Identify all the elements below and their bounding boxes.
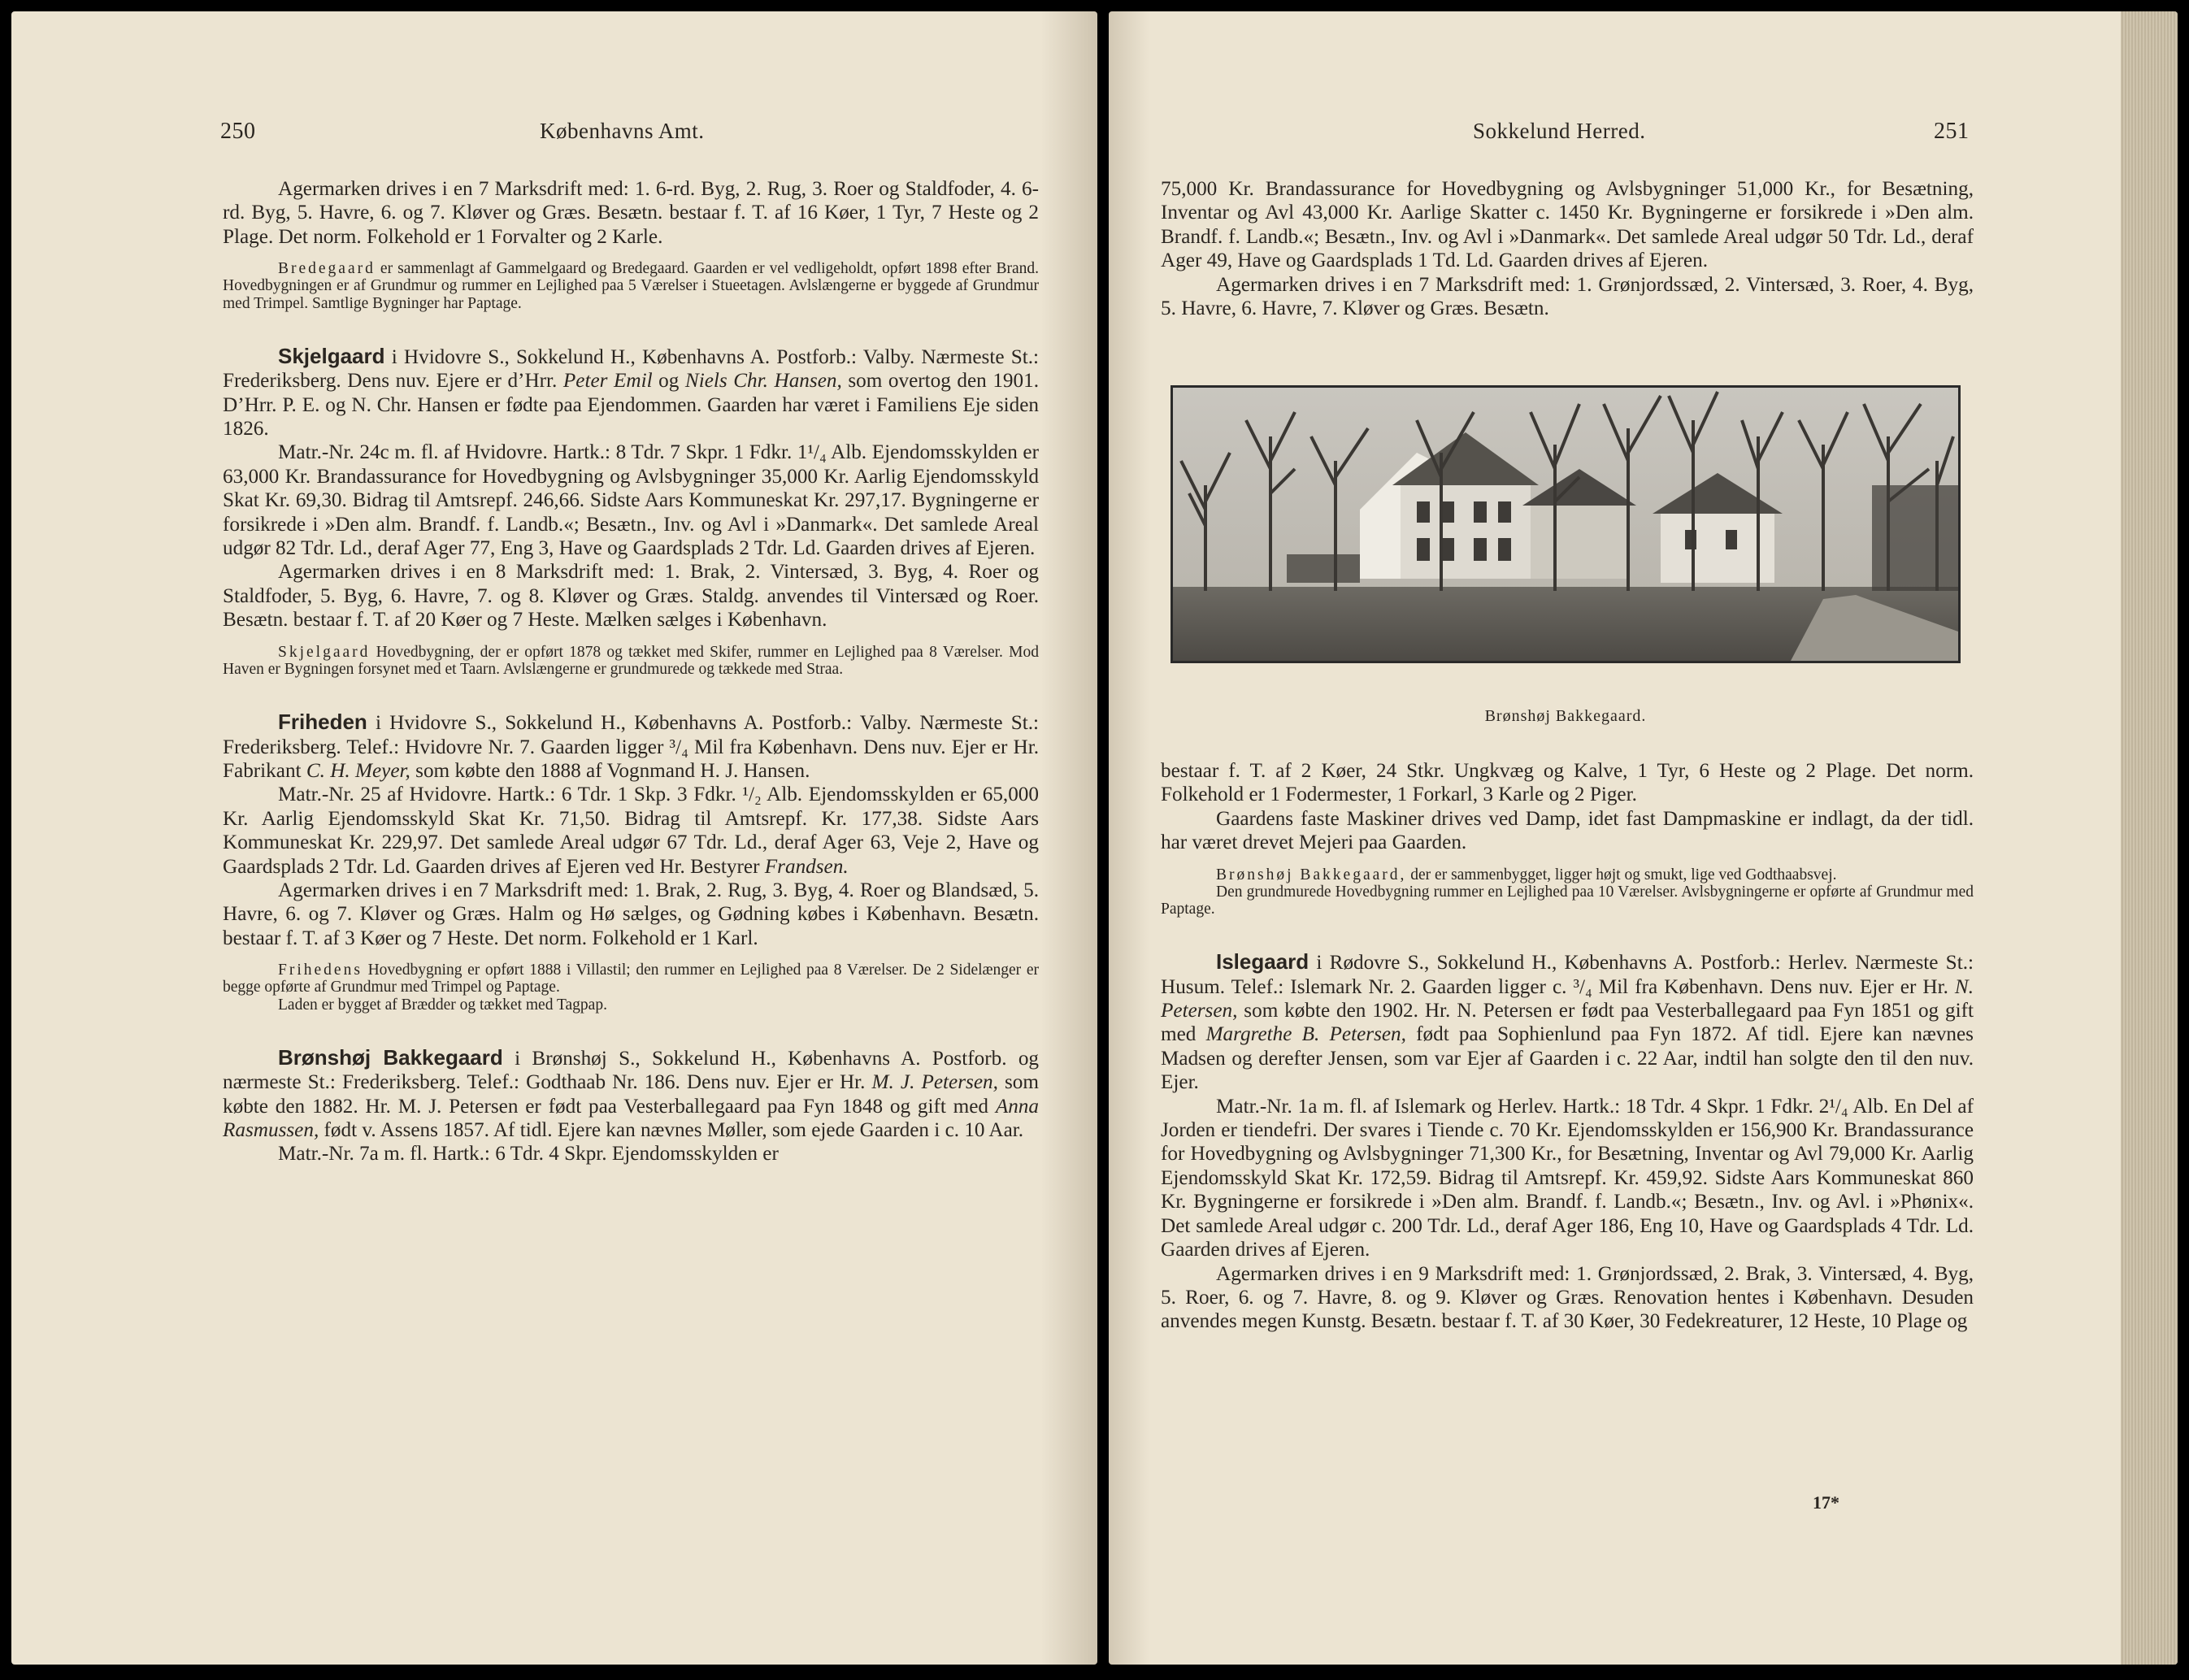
paragraph: Agermarken drives i en 8 Marksdrift med: 1. Brak, 2. Vintersæd, 3. Byg, 4. Roer og Staldfoder, 5. Byg, 6. Havre, 7. og 8. Kløver og Græs. Staldg. anvendes til Vintersæd og Roer. Besætn. bestaar f. T. af 20 Køer og 7 Heste. Mælken sælges i København. <box>223 561 1039 632</box>
note-paragraph: Den grundmurede Hovedbygning rummer en Lejlighed paa 10 Værelser. Avlsbygningerne er opførte af Grundmur med Paptage. <box>1161 883 1974 918</box>
farm-photo-image <box>1173 388 1958 661</box>
estate-name-spaced: Bredegaard <box>278 260 376 278</box>
estate-entry-skjelgaard: Skjelgaard i Hvidovre S., Sokkelund H., Københavns A. Postforb.: Valby. Nærmeste St.: Frederiksberg. Dens nuv. Ejere er d’Hrr. Peter Emil og Niels Chr. Hansen, som overtog den 1901. D’Hrr. P. E. og N. Chr. Hansen er fødte paa Ejendommen. Gaarden har været i Familiens Eje siden 1826. <box>223 343 1039 441</box>
paragraph: Agermarken drives i en 7 Marksdrift med: 1. Brak, 2. Rug, 3. Byg, 4. Roer og Blandsæd, 5. Havre, 6. og 7. Kløver og Græs. Halm og Hø sælges, og Gødning købes i København. Besætn. bestaar f. T. af 3 Køer og 7 Heste. Det norm. Folkehold er 1 Karl. <box>223 879 1039 949</box>
paragraph: Agermarken drives i en 7 Marksdrift med: 1. Grønjordssæd, 2. Vintersæd, 3. Roer, 4. Byg, 5. Havre, 6. Havre, 7. Kløver og Græs. Besætn. <box>1161 273 1974 320</box>
estate-entry-islegaard: Islegaard i Rødovre S., Sokkelund H., Københavns A. Postforb.: Herlev. Nærmeste St.: Husum. Telef.: Islemark Nr. 2. Gaarden ligger c. ³/₄ Mil fra København. Dens nuv. Ejer er Hr. N. Petersen, som købte den 1902. Hr. N. Petersen er født paa Vesterballegaard paa Fyn 1851 og gift med Margrethe B. Petersen, født paa Sophienlund paa Fyn 1872. Af tidl. Ejere kan nævnes Madsen og derefter Jensen, som var Ejer af Gaarden i c. 22 Aar, indtil han solgte den til den nuv. Ejer. <box>1161 949 1974 1094</box>
note-paragraph: Laden er bygget af Brædder og tækket med Tagpap. <box>278 996 607 1014</box>
page-number-right: 251 <box>1934 119 1970 144</box>
estate-heading: Brønshøj Bakkegaard <box>278 1044 503 1070</box>
note-paragraph: Skjelgaard Hovedbygning, der er opført 1878 og tækket med Skifer, rummer en Lejlighed paa 8 Værelser. Mod Haven er Bygningen forsynet med et Taarn. Avlslængerne er grundmurede og tækkede med Straa. <box>223 643 1039 678</box>
paragraph: Gaardens faste Maskiner drives ved Damp, idet fast Dampmaskine er indlagt, da der tidl. har været drevet Mejeri paa Gaarden. <box>1161 807 1974 854</box>
right-body-bottom <box>1161 759 1974 1334</box>
estate-entry-friheden: Friheden i Hvidovre S., Sokkelund H., Københavns A. Postforb.: Valby. Nærmeste St.: Frederiksberg. Telef.: Hvidovre Nr. 7. Gaarden ligger ³/₄ Mil fra København. Dens nuv. Ejer er Hr. Fabrikant C. H. Meyer, som købte den 1888 af Vognmand H. J. Hansen. <box>223 710 1039 782</box>
left-body <box>223 177 1039 1166</box>
running-head-left: Københavns Amt. <box>540 119 705 143</box>
farm-photograph <box>1171 385 1961 663</box>
signature-mark: 17* <box>1813 1492 1839 1513</box>
paragraph: Matr.-Nr. 7a m. fl. Hartk.: 6 Tdr. 4 Skpr. Ejendomsskylden er <box>278 1143 779 1166</box>
estate-heading: Friheden <box>278 710 367 735</box>
note-paragraph: Frihedens Hovedbygning er opført 1888 i Villastil; den rummer en Lejlighed paa 8 Værelser. De 2 Sidelænger er begge opførte af Grundmur med Trimpel og Paptage. <box>223 962 1039 996</box>
estate-heading: Islegaard <box>1216 949 1309 975</box>
photo-caption: Brønshøj Bakkegaard. <box>1484 707 1647 725</box>
page-number-left: 250 <box>220 119 256 144</box>
paragraph: Matr.-Nr. 1a m. fl. af Islemark og Herlev. Hartk.: 18 Tdr. 4 Skpr. 1 Fdkr. 2¹/₄ Alb. En Del af Jorden er tiendefri. Der svares i Tiende c. 70 Kr. Ejendomsskylden er 156,900 Kr. Brandassurance for Hovedbygning og Avlsbygninger 71,300 Kr., for Besætning, Inventar og Avl 79,000 Kr. Aarlig Ejendomsskyld Skat Kr. 172,59. Bidrag til Amtsrepf. Kr. 459,92. Sidste Aars Kommuneskat 860 Kr. Bygningerne er forsikrede i »Den alm. Brandf. f. Landb.«; Besætn., Inv. og Avl. i »Phønix«. Det samlede Areal udgør c. 200 Tdr. Ld., deraf Ager 186, Eng 10, Have og Gaardsplads 4 Tdr. Ld. Gaarden drives af Ejeren. <box>1161 1095 1974 1261</box>
note-paragraph: Bredegaard er sammenlagt af Gammelgaard og Bredegaard. Gaarden er vel vedligeholdt, opført 1898 efter Brand. Hovedbygningen er af Grundmur og rummer en Lejlighed paa 5 Værelser i Stueetagen. Avlslængerne er byggede af Grundmur med Trimpel. Samtlige Bygninger har Paptage. <box>223 260 1039 312</box>
paragraph: bestaar f. T. af 2 Køer, 24 Stkr. Ungkvæg og Kalve, 1 Tyr, 6 Heste og 2 Plage. Det norm. Folkehold er 1 Fodermester, 1 Forkarl, 3 Karle og 2 Piger. <box>1161 760 1974 806</box>
estate-entry-bronshoj: Brønshøj Bakkegaard i Brønshøj S., Sokkelund H., Københavns A. Postforb. og nærmeste St.: Frederiksberg. Telef.: Godthaab Nr. 186. Dens nuv. Ejer er Hr. M. J. Petersen, som købte den 1882. Hr. M. J. Petersen er født paa Vesterballegaard paa Fyn 1848 og gift med Anna Rasmussen, født v. Assens 1857. Af tidl. Ejere kan nævnes Møller, som ejede Gaarden i c. 10 Aar. <box>223 1044 1040 1141</box>
note-paragraph: Brønshøj Bakkegaard, der er sammenbygget, ligger højt og smukt, lige ved Godthaabsvej. <box>1216 866 1837 883</box>
paragraph: 75,000 Kr. Brandassurance for Hovedbygning og Avlsbygninger 51,000 Kr., for Besætning, Inventar og Avl 43,000 Kr. Aarlige Skatter c. 1450 Kr. Bygningerne er forsikrede i »Den alm. Brandf. f. Landb.«; Besætn., Inv. og Avl i »Danmark«. Det samlede Areal udgør 50 Tdr. Ld., deraf Ager 49, Have og Gaardsplads 1 Td. Ld. Gaarden drives af Ejeren. <box>1161 178 1974 272</box>
paragraph: Agermarken drives i en 9 Marksdrift med: 1. Grønjordssæd, 2. Brak, 3. Vintersæd, 4. Byg, 5. Roer, 6. og 7. Havre, 8. og 9. Kløver og Græs. Renovation hentes i København. Desuden anvendes megen Kunstg. Besætn. bestaar f. T. af 30 Køer, 30 Fedekreaturer, 12 Heste, 10 Plage og <box>1161 1262 1974 1333</box>
right-body-top <box>1161 177 1974 320</box>
paragraph: Matr.-Nr. 24c m. fl. af Hvidovre. Hartk.: 8 Tdr. 7 Skpr. 1 Fdkr. 1¹/₄ Alb. Ejendomsskylden er 63,000 Kr. Brandassurance for Hovedbygning og Avlsbygninger 35,000 Kr. Aarlig Ejendomsskyld Skat Kr. 69,30. Bidrag til Amtsrepf. 246,66. Sidste Aars Kommuneskat Kr. 297,17. Bygningerne er forsikrede i »Den alm. Brandf. f. Landb.«; Besætn., Inv. og Avl i »Danmark«. Det samlede Areal udgør 82 Tdr. Ld., deraf Ager 77, Eng 3, Have og Gaardsplads 2 Tdr. Ld. Gaarden drives af Ejeren. <box>223 441 1039 560</box>
paragraph: Agermarken drives i en 7 Marksdrift med: 1. 6-rd. Byg, 2. Rug, 3. Roer og Staldfoder, 4. 6-rd. Byg, 5. Havre, 6. og 7. Kløver og Græs. Besætn. bestaar f. T. af 16 Køer, 1 Tyr, 7 Heste og 2 Plage. Det norm. Folkehold er 1 Forvalter og 2 Karle. <box>223 178 1039 248</box>
running-head-right: Sokkelund Herred. <box>1473 119 1646 143</box>
page-edges <box>2121 11 2178 1665</box>
right-page <box>1109 11 2178 1665</box>
paragraph: Matr.-Nr. 25 af Hvidovre. Hartk.: 6 Tdr. 1 Skp. 3 Fdkr. ¹/₂ Alb. Ejendomsskylden er 65,000 Kr. Aarlig Ejendomsskyld Skat Kr. 71,50. Bidrag til Amtsrepf. Kr. 177,38. Sidste Aars Kommuneskat Kr. 229,97. Det samlede Areal udgør 67 Tdr. Ld., deraf Ager 63, Veje 2, Have og Gaardsplads 2 Tdr. Ld. Gaarden drives af Ejeren ved Hr. Bestyrer Frandsen. <box>223 784 1039 878</box>
left-page <box>11 11 1097 1665</box>
estate-heading: Skjelgaard <box>278 343 385 368</box>
